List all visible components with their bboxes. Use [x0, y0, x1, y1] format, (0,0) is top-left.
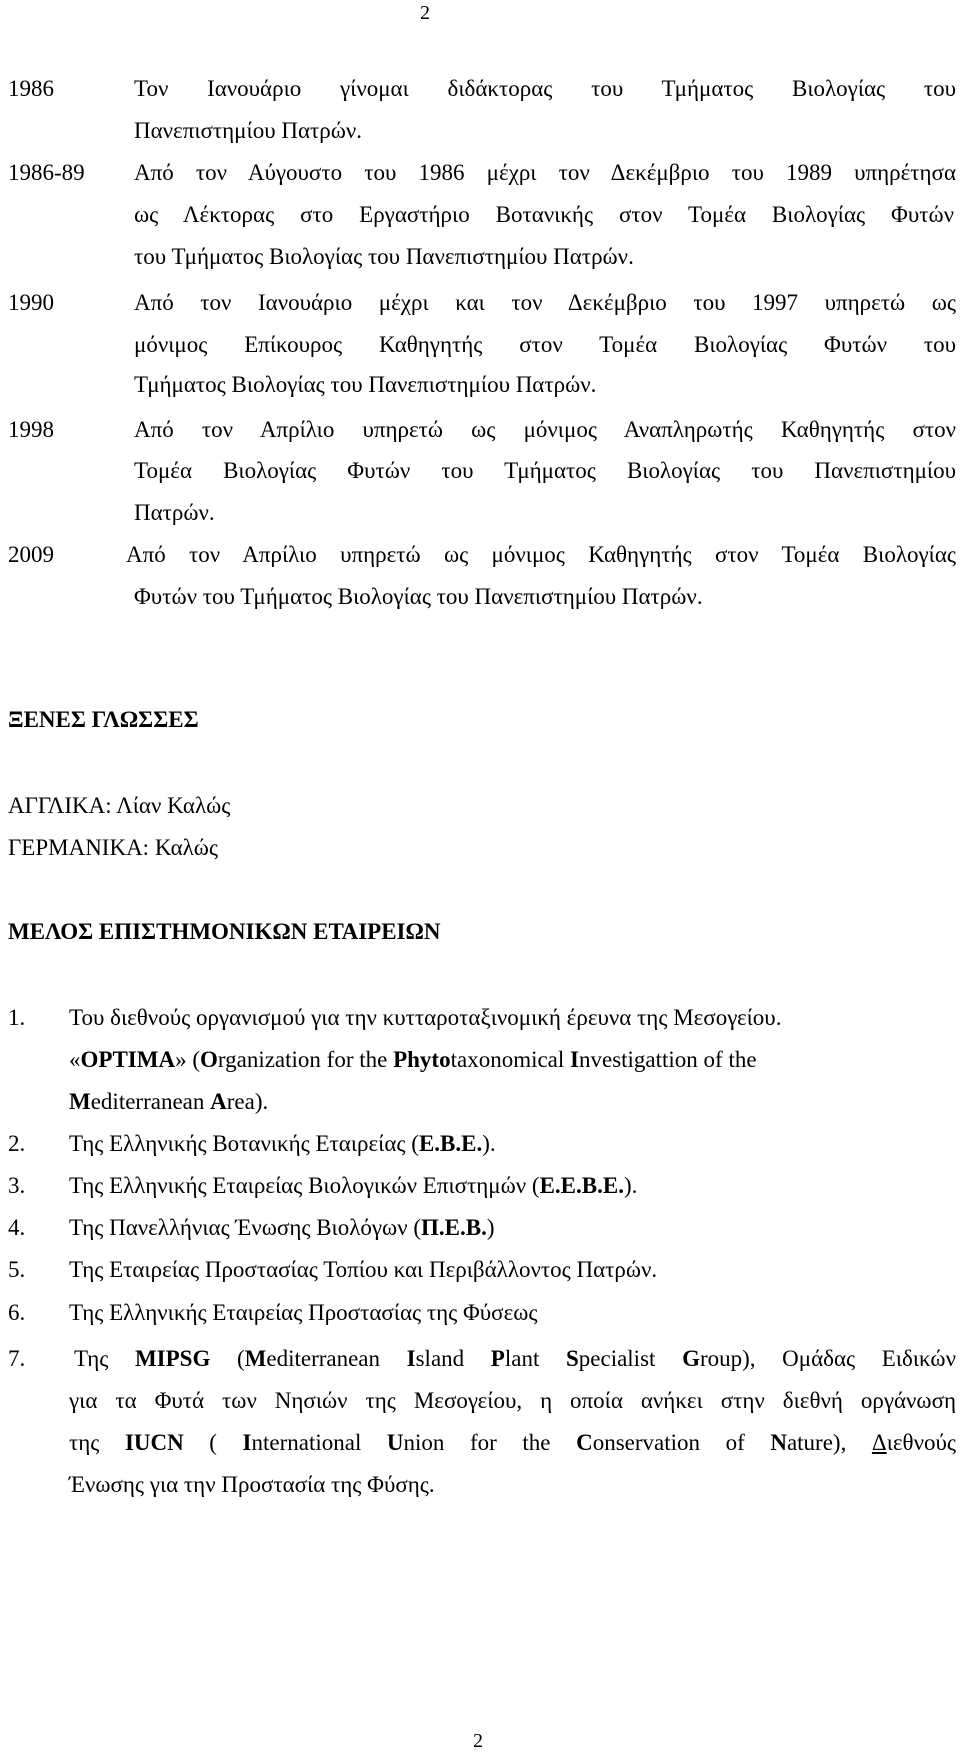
text: nvestigattion of the	[578, 1047, 757, 1072]
initial: I	[570, 1047, 579, 1072]
page-number-bottom: 2	[473, 1730, 483, 1752]
text: Της Ελληνικής Βοτανικής Εταιρείας (	[69, 1131, 419, 1156]
society-item-text: Της Ελληνικής Εταιρείας Προστασίας της Φύσεως	[69, 1300, 538, 1325]
text: Της Πανελλήνιας Ένωσης Βιολόγων (	[69, 1215, 421, 1240]
text: Της Ελληνικής Εταιρείας Βιολογικών Επιστημών (	[69, 1173, 540, 1198]
career-text-line: Από τον Αύγουστο του 1986 μέχρι τον Δεκέμβριο του 1989 υπηρέτησα	[134, 160, 956, 185]
society-acronym: IUCN	[124, 1430, 184, 1455]
initial: Phyto	[393, 1047, 451, 1072]
quote-close: »	[175, 1047, 187, 1072]
text: ).	[482, 1131, 496, 1156]
initial: G	[682, 1346, 700, 1371]
society-item-line: για τα Φυτά των Νησιών της Μεσογείου, η οποία ανήκει στην διεθνή οργάνωση	[69, 1388, 956, 1413]
text: pecialist	[578, 1346, 683, 1371]
society-number: 4.	[8, 1215, 26, 1240]
career-year: 1998	[8, 417, 54, 442]
text: (	[186, 1047, 200, 1072]
language-item: ΑΓΓΛΙΚΑ: Λίαν Καλώς	[8, 793, 231, 818]
initial: A	[210, 1089, 227, 1114]
society-number: 3.	[8, 1173, 26, 1198]
society-item-text	[69, 1131, 496, 1157]
career-year: 2009	[8, 542, 54, 567]
text: onservation of	[592, 1430, 771, 1455]
text: lant	[504, 1346, 566, 1371]
text: nion for the	[403, 1430, 577, 1455]
career-text-line: Από τον Ιανουάριο μέχρι και τον Δεκέμβριο του 1997 υπηρετώ ως	[134, 290, 956, 315]
society-item-line	[69, 1089, 268, 1115]
text: ature),	[786, 1430, 872, 1455]
society-item-line	[69, 1430, 956, 1456]
career-text-line: Από τον Απρίλιο υπηρετώ ως μόνιμος Καθηγητής στον Τομέα Βιολογίας	[126, 542, 956, 567]
society-abbr: Π.Ε.Β.	[421, 1215, 487, 1240]
career-text-line: μόνιμος Επίκουρος Καθηγητής στον Τομέα Βιολογίας Φυτών του	[134, 332, 956, 357]
society-number: 5.	[8, 1257, 26, 1282]
society-number: 1.	[8, 1005, 26, 1030]
initial: C	[576, 1430, 593, 1455]
text: rea).	[226, 1089, 269, 1114]
society-item-line	[74, 1346, 956, 1372]
society-number: 6.	[8, 1300, 26, 1325]
career-year: 1990	[8, 290, 54, 315]
career-text-line: ως Λέκτορας στο Εργαστήριο Βοτανικής στον Τομέα Βιολογίας Φυτών	[134, 202, 954, 227]
text: editerranean	[90, 1089, 211, 1114]
initial: M	[69, 1089, 91, 1114]
initial: I	[242, 1430, 252, 1455]
text: nternational	[251, 1430, 387, 1455]
text: rganization for the	[217, 1047, 394, 1072]
career-text-line: Τμήματος Βιολογίας του Πανεπιστημίου Πατρών.	[134, 372, 597, 397]
society-item-line	[69, 1047, 757, 1073]
career-text-line: Από τον Απρίλιο υπηρετώ ως μόνιμος Αναπληρωτής Καθηγητής στον	[134, 417, 956, 442]
text: editerranean	[266, 1346, 407, 1371]
page-number-top: 2	[420, 2, 430, 24]
text: sland	[415, 1346, 491, 1371]
quote-open: «	[69, 1047, 81, 1072]
text: ιεθνούς	[886, 1430, 956, 1455]
society-abbr: Ε.Ε.Β.Ε.	[539, 1173, 624, 1198]
career-text-line: Πανεπιστημίου Πατρών.	[134, 118, 363, 143]
society-abbr: Ε.Β.Ε.	[418, 1131, 483, 1156]
text: (	[210, 1346, 245, 1371]
society-number: 2.	[8, 1131, 26, 1156]
career-text-line: Φυτών του Τμήματος Βιολογίας του Πανεπιστημίου Πατρών.	[134, 584, 703, 609]
text: roup), Ομάδας Ειδικών	[699, 1346, 956, 1371]
society-number: 7.	[8, 1346, 26, 1371]
text: της	[69, 1430, 125, 1455]
initial: M	[244, 1346, 267, 1371]
initial: N	[770, 1430, 787, 1455]
career-text-line: Πατρών.	[134, 500, 215, 525]
society-item-text: Της Εταιρείας Προστασίας Τοπίου και Περιβάλλοντος Πατρών.	[69, 1257, 658, 1282]
society-acronym: MIPSG	[134, 1346, 211, 1371]
text: Της	[74, 1346, 135, 1371]
text: t	[450, 1047, 457, 1072]
society-item-text	[69, 1173, 637, 1199]
career-text-line: Τον Ιανουάριο γίνομαι διδάκτορας του Τμήματος Βιολογίας του	[134, 76, 956, 101]
society-acronym: OPTIMA	[80, 1047, 176, 1072]
career-text-line: Τομέα Βιολογίας Φυτών του Τμήματος Βιολογίας του Πανεπιστημίου	[134, 458, 956, 483]
initial: P	[490, 1346, 505, 1371]
text: axonomical	[456, 1047, 571, 1072]
text: Δ	[871, 1430, 887, 1455]
initial: S	[565, 1346, 579, 1371]
text: (	[183, 1430, 243, 1455]
society-item-text: Του διεθνούς οργανισμού για την κυτταροταξινομική έρευνα της Μεσογείου.	[69, 1005, 782, 1030]
society-item-line: Ένωσης για την Προστασία της Φύσης.	[69, 1472, 435, 1497]
initial: U	[386, 1430, 404, 1455]
languages-heading: ΞΕΝΕΣ ΓΛΩΣΣΕΣ	[8, 707, 199, 732]
language-item: ΓΕΡΜΑΝΙΚΑ: Καλώς	[8, 835, 219, 860]
career-year: 1986-89	[8, 160, 85, 185]
text: ).	[623, 1173, 638, 1198]
career-text-line: του Τμήματος Βιολογίας του Πανεπιστημίου Πατρών.	[134, 244, 634, 269]
career-year: 1986	[8, 76, 54, 101]
initial: I	[406, 1346, 416, 1371]
text: )	[486, 1215, 495, 1240]
society-item-text	[69, 1215, 495, 1241]
initial: O	[199, 1047, 218, 1072]
societies-heading: ΜΕΛΟΣ ΕΠΙΣΤΗΜΟΝΙΚΩΝ ΕΤΑΙΡΕΙΩΝ	[8, 919, 441, 944]
